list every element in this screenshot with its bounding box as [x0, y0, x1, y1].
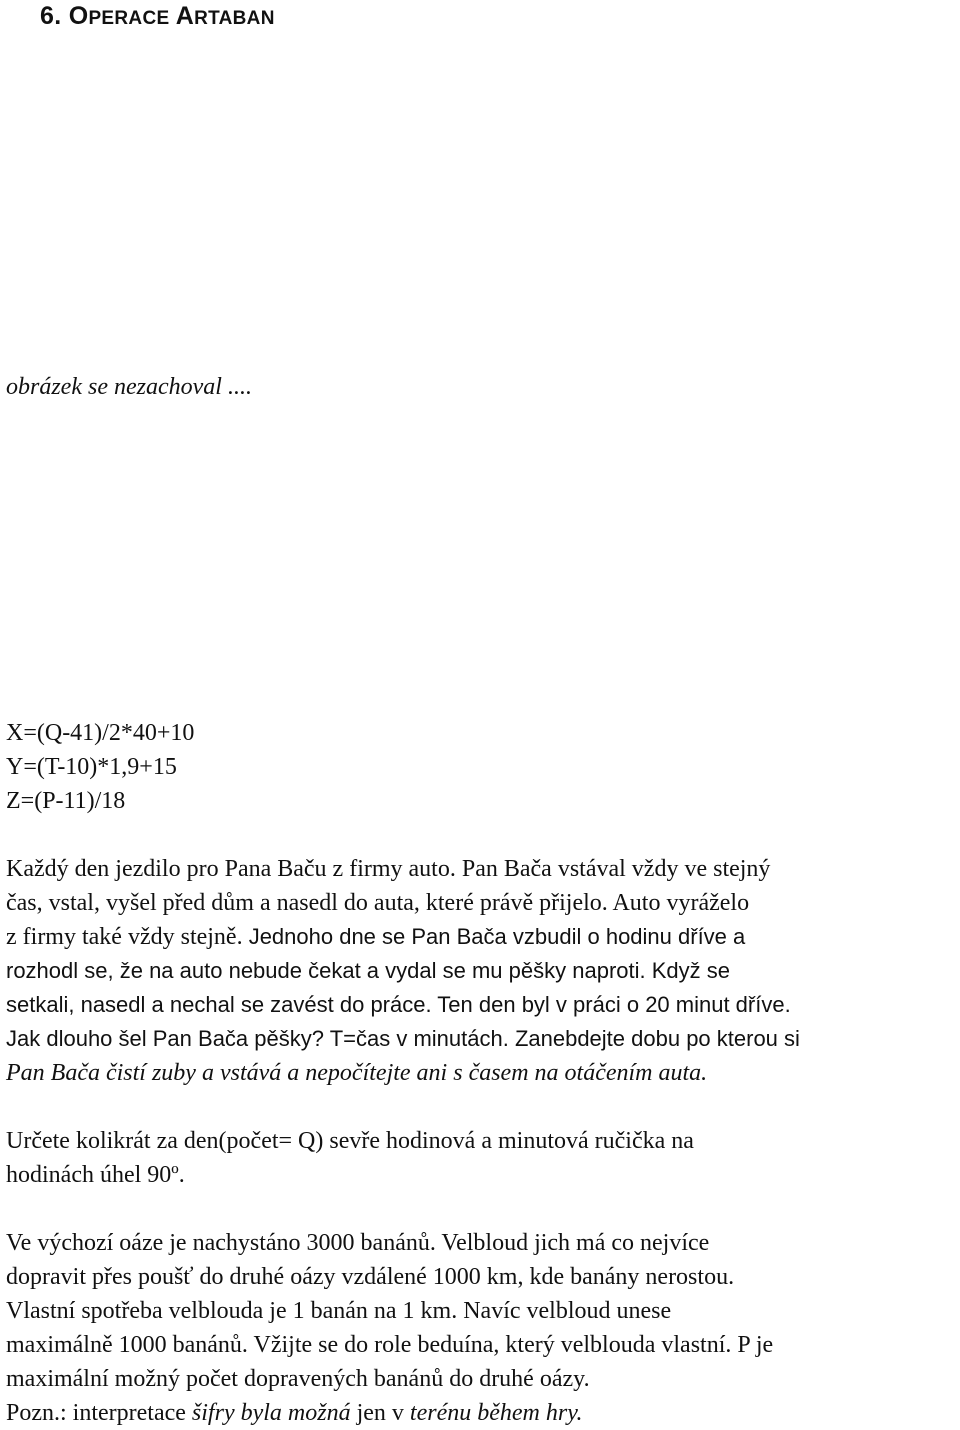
paragraph-line: Určete kolikrát za den(počet= Q) sevře hodinová a minutová ručička na	[6, 1128, 694, 1154]
paragraph-line: čas, vstal, vyšel před dům a nasedl do auta, které právě přijelo. Auto vyráželo	[6, 890, 750, 916]
missing-image-note: obrázek se nezachoval ....	[6, 374, 252, 400]
paragraph-line: dopravit přes poušť do druhé oázy vzdálené 1000 km, kde banány nerostou.	[6, 1264, 735, 1290]
paragraph-line: rozhodl se, že na auto nebude čekat a vydal se mu pěšky naproti. Když se	[6, 958, 730, 983]
formula-y: Y=(T-10)*1,9+15	[6, 754, 177, 780]
paragraph-line: setkali, nasedl a nechal se zavést do práce. Ten den byl v práci o 20 minut dříve.	[6, 992, 791, 1017]
footnote-middle: jen v	[350, 1400, 410, 1426]
paragraph-line: hodinách úhel 90º.	[6, 1162, 185, 1188]
puzzle-q-paragraph	[6, 1124, 956, 1192]
formula-z: Z=(P-11)/18	[6, 788, 126, 814]
puzzle-p-paragraph	[6, 1226, 956, 1396]
title-number: 6.	[40, 2, 62, 30]
footnote-italic-1: šifry byla možná	[191, 1400, 351, 1426]
page-title	[40, 2, 275, 31]
paragraph-line: maximálně 1000 banánů. Vžijte se do role beduína, který velblouda vlastní. P je	[6, 1332, 774, 1358]
footnote	[6, 1396, 956, 1430]
paragraph-line: Pan Bača čistí zuby a vstává a nepočítejte ani s časem na otáčením auta.	[6, 1060, 708, 1086]
paragraph-line: maximální možný počet dopravených banánů do druhé oázy.	[6, 1366, 590, 1392]
paragraph-line: Každý den jezdilo pro Pana Baču z firmy auto. Pan Bača vstával vždy ve stejný	[6, 856, 771, 882]
footnote-italic-2: terénu během hry.	[409, 1400, 583, 1426]
formula-x: X=(Q-41)/2*40+10	[6, 720, 195, 746]
title-word-1: OPERACE	[68, 2, 170, 30]
paragraph-line: Jak dlouho šel Pan Bača pěšky? T=čas v minutách. Zanebdejte dobu po kterou si	[6, 1026, 800, 1051]
paragraph-line: Vlastní spotřeba velblouda je 1 banán na 1 km. Navíc velbloud unese	[6, 1298, 672, 1324]
paragraph-line: z firmy také vždy stejně. Jednoho dne se Pan Bača vzbudil o hodinu dříve a	[6, 924, 746, 950]
paragraph-line: Ve výchozí oáze je nachystáno 3000 banánů. Velbloud jich má co nejvíce	[6, 1230, 710, 1256]
footnote-prefix: Pozn.: interpretace	[6, 1400, 192, 1426]
puzzle-t-paragraph	[6, 852, 956, 1090]
title-word-2: ARTABAN	[175, 2, 275, 30]
formula-block	[6, 716, 194, 818]
